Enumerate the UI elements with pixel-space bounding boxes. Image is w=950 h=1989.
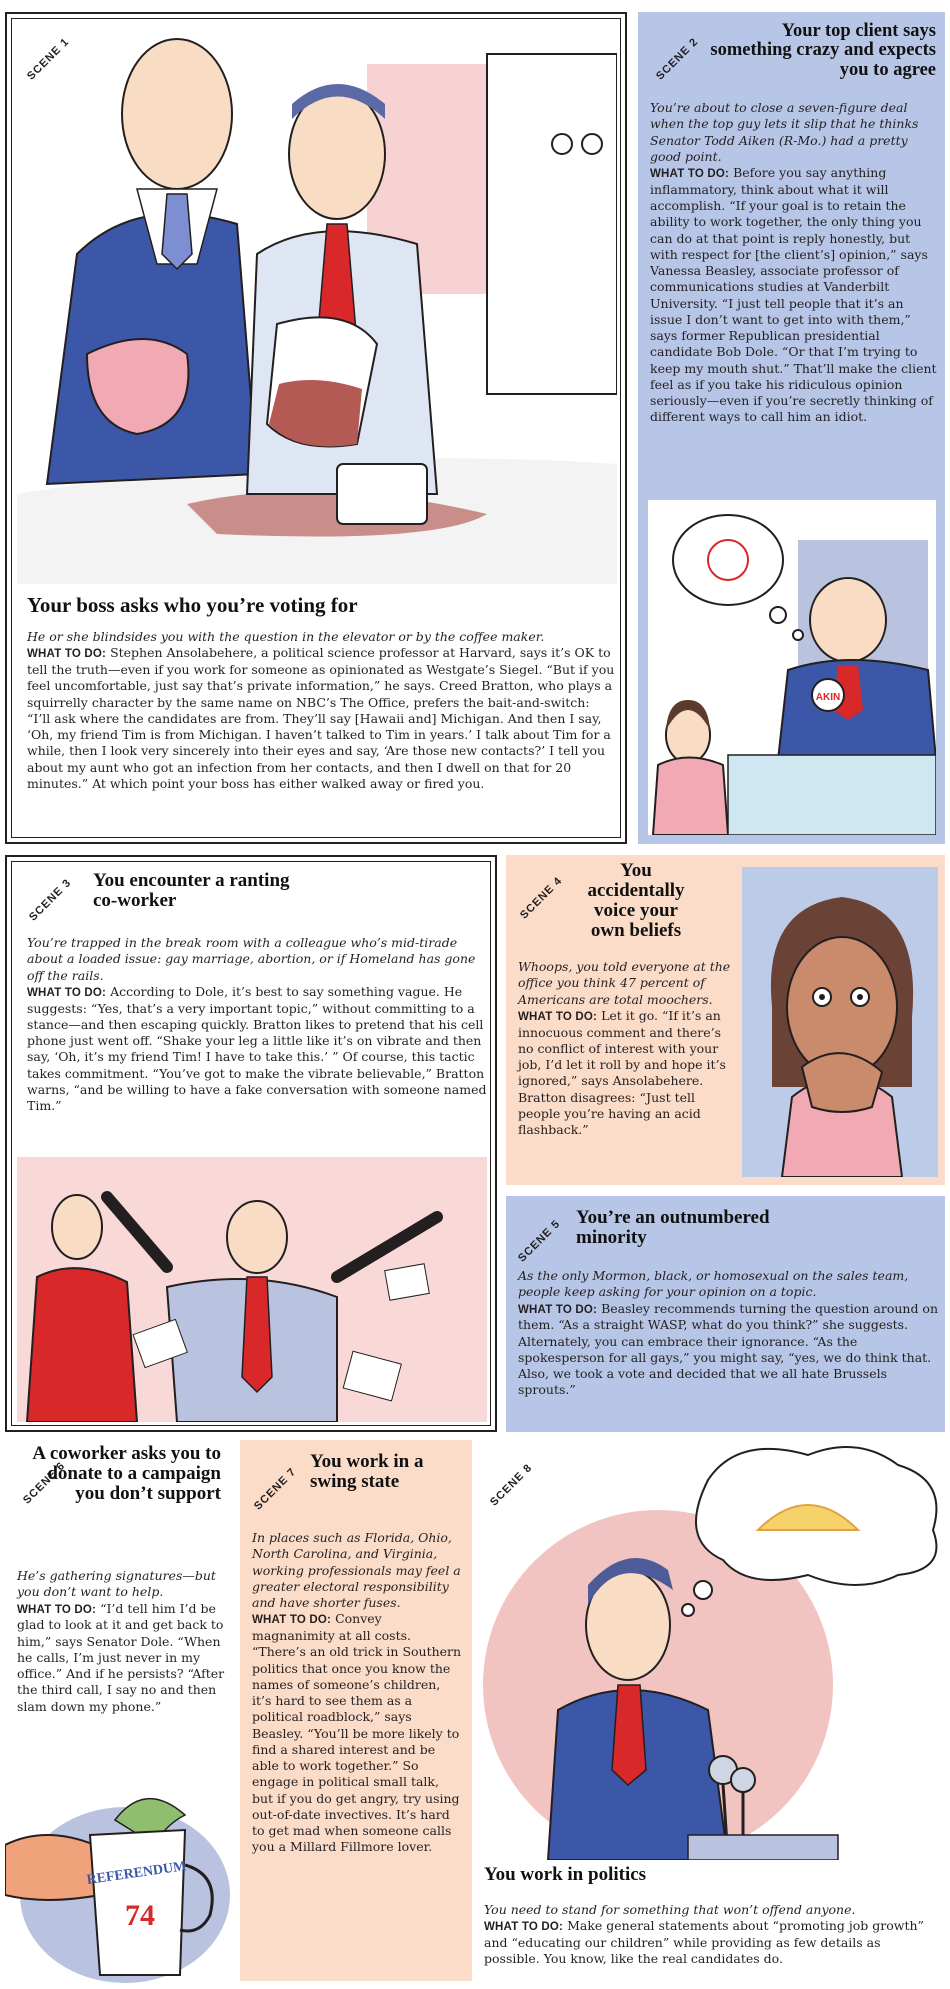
scene-6-deck: He’s gathering signatures—but you don’t want to help. (17, 1568, 216, 1600)
scene-3-panel (5, 855, 497, 1432)
scene-4-panel (506, 855, 945, 1185)
scene-4-label: SCENE 4 (518, 874, 565, 922)
scene-5-deck: As the only Mormon, black, or homosexual on the sales team, people keep asking for your opinion on a topic. (518, 1268, 909, 1300)
scene-6-label: SCENE 6 (21, 1459, 68, 1507)
scene-1-headline: Your boss asks who you’re voting for (27, 593, 358, 617)
scene-8-panel (478, 1440, 945, 1985)
scene-2-deck: You’re about to close a seven-figure deal when the top guy lets it slip that he thinks Senator Todd Aiken (R-Mo.) had a pretty good point. (650, 100, 919, 164)
scene-8-headline: You work in politics (484, 1864, 647, 1885)
mug-number: 74 (125, 1899, 155, 1932)
scene-6-panel (5, 1440, 237, 1985)
scene-8-deck: You need to stand for something that won’t offend anyone. (484, 1902, 856, 1917)
scene-7-label: SCENE 7 (252, 1465, 299, 1513)
scene-4-headline: You accidentally voice your own beliefs (587, 860, 685, 941)
scene-8-label: SCENE 8 (488, 1461, 535, 1509)
scene-6-what-to-do-label: WHAT TO DO: (17, 1603, 97, 1616)
scene-1-deck: He or she blindsides you with the question in the elevator or by the coffee maker. (27, 629, 545, 644)
scene-2-label: SCENE 2 (654, 35, 701, 83)
scene-7-what-to-do-label: WHAT TO DO: (252, 1614, 332, 1627)
scene-1-illustration (17, 24, 617, 584)
scene-2-what-to-do-label: WHAT TO DO: (650, 168, 730, 180)
scene-6-headline: A coworker asks you to donate to a campaign you don’t support (32, 1443, 221, 1504)
akin-badge: AKIN (815, 692, 841, 703)
scene-8-body: Make general statements about “promoting job growth” and “educating our children” while providing as few details as possible. You know, like the real candidates do. (484, 1918, 924, 1967)
scene-8-what-to-do-label: WHAT TO DO: (484, 1921, 564, 1934)
scene-4-what-to-do-label: WHAT TO DO: (518, 1010, 598, 1023)
scene-3-headline: You encounter a ranting co-worker (93, 870, 290, 911)
mug-referendum-text: REFERENDUM (85, 1859, 188, 1888)
scene-6-body: “I’d tell him I’d be glad to look at it and get back to him,” says Senator Dole. “When he calls, I’m just never in my office.” And if he persists? “After the third call, I say no and then slam down my phone.” (17, 1600, 225, 1714)
scene-5-headline: You’re an outnumbered minority (576, 1207, 770, 1248)
scene-7-body: Convey magnanimity at all costs. “There’s an old trick in Southern politics that once you know the names of someone’s children, it’s hard to see them as a political roadblock,” says Beasley. “You’ll be more likely to find a shared interest and be able to work together.” So engage in political small talk, but if you do get angry, try using out-of-date invectives. It’s hard to get mad when someone calls you a Millard Fillmore lover. (252, 1611, 462, 1855)
scene-3-label: SCENE 3 (27, 876, 74, 924)
scene-1-body: Stephen Ansolabehere, a political science professor at Harvard, says it’s OK to tell the truth—even if you work for someone as opinionated as Westgate’s Siegel. “But if you feel uncomfortable, just say that’s private information,” he says. Creed Bratton, who plays a squirrelly character by the same name on NBC’s The Office, prefers the bait-and-switch: “I’ll ask where the candidates are from. They’ll say [Hawaii and] Michigan. And then I say, ‘Oh, my friend Tim is from Michigan. I haven’t talked to Tim in years.’ I talk about Tim for a while, then I look very sincerely into their eyes and say, ‘Are those new contacts?’ I tell you about my aunt who got an infection from her contacts, and then I dwell on that for 20 minutes.” At which point your boss has either walked away or fired you. (27, 645, 615, 791)
scene-2-illustration (648, 500, 936, 835)
scene-2-panel (638, 12, 945, 844)
scene-4-deck: Whoops, you told everyone at the office you think 47 percent of Americans are total moochers. (518, 959, 731, 1007)
scene-7-deck: In places such as Florida, Ohio, North Carolina, and Virginia, working professionals may feel a greater electoral responsibility and have shorter fuses. (252, 1530, 461, 1610)
scene-1-label: SCENE 1 (25, 35, 72, 83)
scene-3-illustration (17, 1157, 487, 1422)
scene-2-headline: Your top client says something crazy and expects you to agree (710, 21, 936, 80)
scene-7-panel (240, 1440, 472, 1981)
scene-5-label: SCENE 5 (516, 1217, 563, 1265)
scene-5-what-to-do-label: WHAT TO DO: (518, 1303, 598, 1316)
scene-3-deck: You’re trapped in the break room with a colleague who’s mid-tirade about a loaded issue: gay marriage, abortion, or if Homeland has gone off the rails. (27, 935, 476, 983)
scene-3-body: According to Dole, it’s best to say something vague. He suggests: “Yes, that’s a very important topic,” without committing to a stance—and then escaping quickly. Bratton likes to pretend that his cell phone just went off. “Shake your leg a little like it’s on vibrate and then say, ‘Oh, it’s my friend Tim! I have to take this.’ ” Of course, this tactic takes commitment. “You’ve got to make the vibrate believable,” Bratton warns, “and be willing to have a fake conversation with someone named Tim.” (27, 983, 487, 1114)
scene-5-panel (506, 1196, 945, 1432)
scene-2-body: Before you say anything inflammatory, think about what it will accomplish. “If your goal is to retain the ability to work together, the only thing you can do at that point is reply honestly, but with respect for [the client’s] opinion,” says Vanessa Beasley, associate professor of communications studies at Vanderbilt University. “I just tell people that it’s an issue I don’t want to get into with them,” says former Republican presidential candidate Bob Dole. “Or that I’m trying to keep my mouth shut.” That’ll make the client feel as if you take his ridiculous opinion seriously—even if you’re secretly thinking of different ways to call him an idiot. (650, 165, 937, 425)
scene-4-illustration (742, 867, 938, 1177)
scene-5-body: Beasley recommends turning the question around on them. “As a straight WASP, what do you think?” she suggests. Alternately, you can embrace their ignorance. “As the spokesperson for all gays,” you might say, “yes, we do think that. Also, we took a vote and decided that we all hate Brussels sprouts.” (518, 1300, 938, 1398)
scene-1-what-to-do-label: WHAT TO DO: (27, 648, 107, 661)
scene-7-headline: You work in a swing state (310, 1451, 424, 1492)
scene-3-what-to-do-label: WHAT TO DO: (27, 986, 107, 999)
scene-8-illustration (478, 1440, 945, 1860)
scene-1-panel (5, 12, 627, 844)
scene-4-body: Let it go. “If it’s an innocuous comment and there’s no conflict of interest with your job, I’d let it roll by and hope it’s ignored,” says Ansolabehere. Bratton disagrees: “Just tell people you’re having an acid flashback.” (518, 1007, 726, 1138)
scene-6-illustration (5, 1785, 237, 1985)
